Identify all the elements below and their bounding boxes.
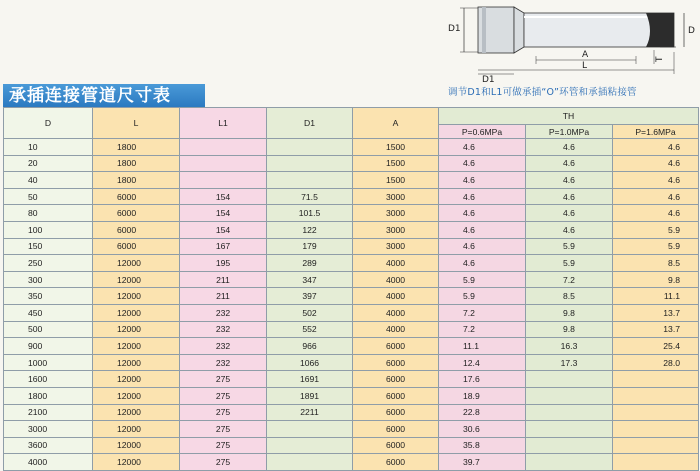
- cell-l: 12000: [93, 304, 180, 321]
- table-row: [4, 188, 699, 205]
- cell-d1: [267, 421, 353, 438]
- cell-a: 4000: [353, 271, 439, 288]
- cell-d1: 552: [267, 321, 353, 338]
- cell-a: 6000: [353, 454, 439, 471]
- header-d: D: [4, 108, 93, 139]
- cell-l1: 195: [180, 255, 267, 272]
- cell-t2: 9.8: [526, 321, 613, 338]
- cell-t1: 39.7: [439, 454, 526, 471]
- table-row: [4, 371, 699, 388]
- cell-t3: [613, 421, 699, 438]
- cell-t2: [526, 421, 613, 438]
- cell-d1: 122: [267, 221, 353, 238]
- cell-d1: [267, 454, 353, 471]
- cell-t1: 4.6: [439, 221, 526, 238]
- cell-a: 6000: [353, 371, 439, 388]
- header-l1: L1: [180, 108, 267, 139]
- cell-d: 450: [4, 304, 93, 321]
- cell-l1: 275: [180, 421, 267, 438]
- table-row: [4, 354, 699, 371]
- cell-d: 10: [4, 139, 93, 156]
- cell-t3: 13.7: [613, 321, 699, 338]
- cell-a: 6000: [353, 338, 439, 355]
- cell-l: 12000: [93, 338, 180, 355]
- cell-t1: 18.9: [439, 387, 526, 404]
- cell-a: 3000: [353, 205, 439, 222]
- cell-a: 1500: [353, 155, 439, 172]
- table-body: [4, 139, 699, 471]
- table-row: [4, 238, 699, 255]
- cell-t2: 16.3: [526, 338, 613, 355]
- table-row: [4, 437, 699, 454]
- cell-d1: 1066: [267, 354, 353, 371]
- cell-t1: 5.9: [439, 288, 526, 305]
- cell-d1: 1691: [267, 371, 353, 388]
- cell-d: 40: [4, 172, 93, 189]
- cell-t1: 4.6: [439, 238, 526, 255]
- cell-d1: [267, 172, 353, 189]
- cell-t3: [613, 387, 699, 404]
- header-th: TH: [439, 108, 699, 125]
- cell-t2: [526, 437, 613, 454]
- cell-d1: 966: [267, 338, 353, 355]
- cell-d1: 347: [267, 271, 353, 288]
- cell-l: 6000: [93, 188, 180, 205]
- cell-l1: 154: [180, 205, 267, 222]
- cell-t2: 4.6: [526, 205, 613, 222]
- cell-l: 1800: [93, 139, 180, 156]
- cell-l1: 211: [180, 288, 267, 305]
- cell-t3: 5.9: [613, 221, 699, 238]
- cell-d: 100: [4, 221, 93, 238]
- cell-t1: 12.4: [439, 354, 526, 371]
- cell-t1: 35.8: [439, 437, 526, 454]
- cell-t3: [613, 437, 699, 454]
- cell-l: 12000: [93, 271, 180, 288]
- cell-d: 150: [4, 238, 93, 255]
- cell-t3: 11.1: [613, 288, 699, 305]
- table-row: [4, 421, 699, 438]
- cell-t3: 9.8: [613, 271, 699, 288]
- cell-a: 6000: [353, 421, 439, 438]
- cell-l1: [180, 155, 267, 172]
- cell-a: 3000: [353, 238, 439, 255]
- cell-d: 250: [4, 255, 93, 272]
- cell-l: 12000: [93, 371, 180, 388]
- cell-t3: [613, 371, 699, 388]
- cell-d: 20: [4, 155, 93, 172]
- cell-l: 12000: [93, 288, 180, 305]
- cell-d1: [267, 139, 353, 156]
- cell-d: 900: [4, 338, 93, 355]
- cell-l1: [180, 172, 267, 189]
- cell-t2: 4.6: [526, 172, 613, 189]
- cell-a: 6000: [353, 354, 439, 371]
- cell-a: 4000: [353, 304, 439, 321]
- cell-d: 1600: [4, 371, 93, 388]
- cell-t3: 8.5: [613, 255, 699, 272]
- cell-a: 4000: [353, 288, 439, 305]
- cell-a: 6000: [353, 404, 439, 421]
- cell-d: 2100: [4, 404, 93, 421]
- cell-l1: 275: [180, 387, 267, 404]
- cell-d1: 71.5: [267, 188, 353, 205]
- table-row: [4, 304, 699, 321]
- cell-t2: 7.2: [526, 271, 613, 288]
- table-row: [4, 404, 699, 421]
- cell-l1: 232: [180, 338, 267, 355]
- table-row: [4, 255, 699, 272]
- cell-d1: 2211: [267, 404, 353, 421]
- cell-t1: 4.6: [439, 155, 526, 172]
- cell-t3: 13.7: [613, 304, 699, 321]
- header-a: A: [353, 108, 439, 139]
- cell-l: 12000: [93, 387, 180, 404]
- cell-t1: 4.6: [439, 139, 526, 156]
- note-text: 调节D1和L1可做承插“O”环管和承插粘接管: [448, 87, 637, 98]
- cell-l: 1800: [93, 172, 180, 189]
- cell-d: 350: [4, 288, 93, 305]
- page-title: 承插连接管道尺寸表: [3, 84, 205, 108]
- cell-l1: [180, 139, 267, 156]
- cell-l: 6000: [93, 221, 180, 238]
- cell-t1: 5.9: [439, 271, 526, 288]
- cell-l: 6000: [93, 238, 180, 255]
- header-d1: D1: [267, 108, 353, 139]
- cell-t1: 11.1: [439, 338, 526, 355]
- cell-t1: 17.6: [439, 371, 526, 388]
- cell-d: 80: [4, 205, 93, 222]
- diagram-label-d1-left: D1: [448, 24, 461, 34]
- cell-d: 3000: [4, 421, 93, 438]
- cell-d: 300: [4, 271, 93, 288]
- table-row: [4, 321, 699, 338]
- header-p16: P=1.6MPa: [613, 125, 699, 139]
- cell-t3: [613, 404, 699, 421]
- table-row: [4, 338, 699, 355]
- cell-l1: 167: [180, 238, 267, 255]
- cell-d: 1000: [4, 354, 93, 371]
- cell-t2: 5.9: [526, 255, 613, 272]
- cell-t2: [526, 387, 613, 404]
- cell-a: 6000: [353, 437, 439, 454]
- cell-l1: 154: [180, 221, 267, 238]
- cell-a: 6000: [353, 387, 439, 404]
- cell-l: 1800: [93, 155, 180, 172]
- cell-t3: 5.9: [613, 238, 699, 255]
- cell-l: 12000: [93, 404, 180, 421]
- table-row: [4, 155, 699, 172]
- cell-t1: 7.2: [439, 321, 526, 338]
- cell-l: 12000: [93, 437, 180, 454]
- pipe-dimension-table: [3, 107, 699, 471]
- cell-l: 12000: [93, 354, 180, 371]
- diagram-label-t: T: [655, 56, 665, 62]
- cell-t2: [526, 454, 613, 471]
- cell-t1: 22.8: [439, 404, 526, 421]
- cell-a: 3000: [353, 188, 439, 205]
- header-p10: P=1.0MPa: [526, 125, 613, 139]
- cell-t2: 5.9: [526, 238, 613, 255]
- cell-t3: 28.0: [613, 354, 699, 371]
- cell-t2: 4.6: [526, 155, 613, 172]
- cell-l1: 232: [180, 304, 267, 321]
- cell-l: 12000: [93, 421, 180, 438]
- diagram-label-d1-bottom: D1: [482, 75, 495, 84]
- diagram-label-a: A: [582, 50, 589, 60]
- cell-t3: 25.4: [613, 338, 699, 355]
- cell-t3: 4.6: [613, 139, 699, 156]
- cell-l: 12000: [93, 255, 180, 272]
- cell-t2: [526, 371, 613, 388]
- cell-l1: 275: [180, 404, 267, 421]
- pipe-dimension-diagram: [440, 2, 698, 84]
- cell-t2: 4.6: [526, 139, 613, 156]
- cell-t2: 8.5: [526, 288, 613, 305]
- cell-l: 12000: [93, 321, 180, 338]
- table-row: [4, 271, 699, 288]
- cell-a: 4000: [353, 255, 439, 272]
- table-row: [4, 205, 699, 222]
- table-row: [4, 387, 699, 404]
- cell-d: 500: [4, 321, 93, 338]
- cell-d1: 1891: [267, 387, 353, 404]
- cell-d1: [267, 437, 353, 454]
- cell-a: 1500: [353, 139, 439, 156]
- cell-t2: 17.3: [526, 354, 613, 371]
- cell-d: 3600: [4, 437, 93, 454]
- cell-t2: 4.6: [526, 221, 613, 238]
- cell-t1: 7.2: [439, 304, 526, 321]
- cell-l1: 211: [180, 271, 267, 288]
- cell-d1: 289: [267, 255, 353, 272]
- cell-t2: 4.6: [526, 188, 613, 205]
- cell-t2: [526, 404, 613, 421]
- diagram-label-d-right: D: [688, 26, 695, 36]
- header-p06: P=0.6MPa: [439, 125, 526, 139]
- cell-l1: 232: [180, 321, 267, 338]
- cell-d: 50: [4, 188, 93, 205]
- cell-t3: [613, 454, 699, 471]
- cell-d1: 101.5: [267, 205, 353, 222]
- cell-d1: 179: [267, 238, 353, 255]
- cell-d: 1800: [4, 387, 93, 404]
- cell-a: 4000: [353, 321, 439, 338]
- cell-l: 12000: [93, 454, 180, 471]
- cell-d1: 502: [267, 304, 353, 321]
- cell-a: 3000: [353, 221, 439, 238]
- diagram-label-l: L: [582, 61, 588, 71]
- cell-d1: 397: [267, 288, 353, 305]
- header-l: L: [93, 108, 180, 139]
- table-row: [4, 221, 699, 238]
- cell-t3: 4.6: [613, 205, 699, 222]
- cell-t1: 4.6: [439, 255, 526, 272]
- cell-t3: 4.6: [613, 172, 699, 189]
- cell-t1: 4.6: [439, 205, 526, 222]
- cell-t1: 4.6: [439, 172, 526, 189]
- cell-l1: 275: [180, 371, 267, 388]
- table-row: [4, 139, 699, 156]
- cell-t3: 4.6: [613, 188, 699, 205]
- cell-l1: 275: [180, 437, 267, 454]
- cell-d1: [267, 155, 353, 172]
- cell-l1: 275: [180, 454, 267, 471]
- cell-t2: 9.8: [526, 304, 613, 321]
- cell-t1: 4.6: [439, 188, 526, 205]
- table-row: [4, 454, 699, 471]
- cell-a: 1500: [353, 172, 439, 189]
- table-row: [4, 172, 699, 189]
- cell-l1: 232: [180, 354, 267, 371]
- cell-t3: 4.6: [613, 155, 699, 172]
- cell-l: 6000: [93, 205, 180, 222]
- cell-l1: 154: [180, 188, 267, 205]
- cell-d: 4000: [4, 454, 93, 471]
- cell-t1: 30.6: [439, 421, 526, 438]
- table-row: [4, 288, 699, 305]
